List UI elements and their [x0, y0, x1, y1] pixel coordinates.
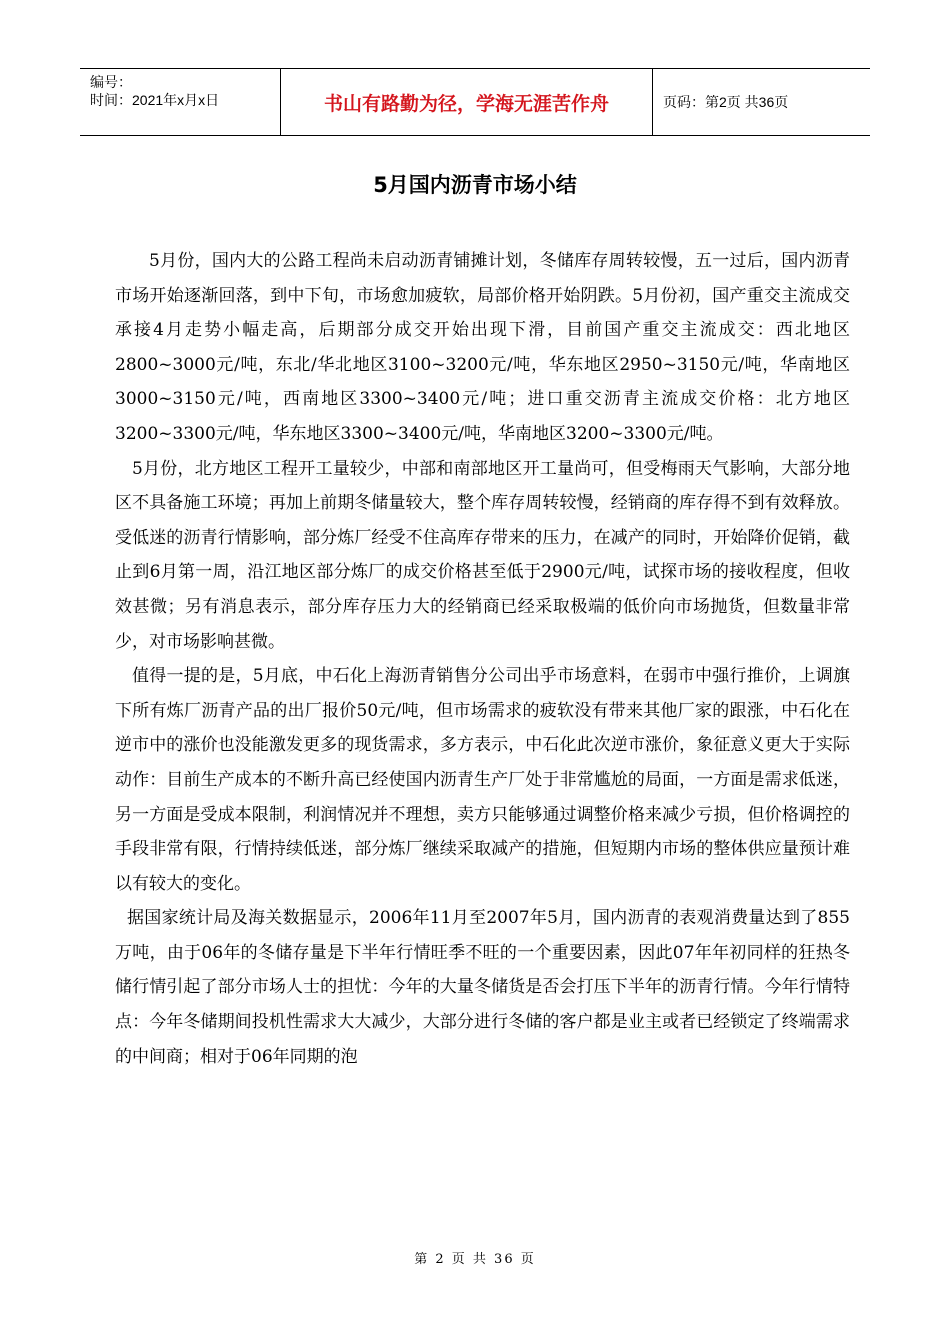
- paragraph: 5月份，国内大的公路工程尚未启动沥青铺摊计划，冬储库存周转较慢，五一过后，国内沥青市场开始逐渐回落，到中下旬，市场愈加疲软，局部价格开始阴跌。5月份初，国产重交主流成交承接4月走势小幅走高，后期部分成交开始出现下滑，目前国产重交主流成交：西北地区2800~3000元/吨，东北/华北地区3100~3200元/吨，华东地区2950~3150元/吨，华南地区3000~3150元/吨，西南地区3300~3400元/吨；进口重交沥青主流成交价格：北方地区3200~3300元/吨，华东地区3300~3400元/吨，华南地区3200~3300元/吨。: [115, 251, 850, 444]
- paragraph: 据国家统计局及海关数据显示，2006年11月至2007年5月，国内沥青的表观消费量达到了855万吨，由于06年的冬储存量是下半年行情旺季不旺的一个重要因素，因此07年年初同样的狂热冬储行情引起了部分市场人士的担忧：今年的大量冬储货是否会打压下半年的沥青行情。今年行情特点：今年冬储期间投机性需求大大减少，大部分进行冬储的客户都是业主或者已经锁定了终端需求的中间商；相对于06年同期的泡: [115, 908, 850, 1067]
- page-footer-number: 第 2 页 共 36 页: [414, 1252, 536, 1267]
- header-meta-cell: [80, 69, 281, 135]
- paragraph: 5月份，北方地区工程开工量较少，中部和南部地区开工量尚可，但受梅雨天气影响，大部分地区不具备施工环境；再加上前期冬储量较大，整个库存周转较慢，经销商的库存得不到有效释放。受低迷的沥青行情影响，部分炼厂经受不住高库存带来的压力，在减产的同时，开始降价促销，截止到6月第一周，沿江地区部分炼厂的成交价格甚至低于2900元/吨，试探市场的接收程度，但收效甚微；另有消息表示，部分库存压力大的经销商已经采取极端的低价向市场抛货，但数量非常少，对市场影响甚微。: [115, 458, 850, 652]
- document-body: [115, 244, 850, 1074]
- paragraph: 值得一提的是，5月底，中石化上海沥青销售分公司出乎市场意料，在弱市中强行推价，上调旗下所有炼厂沥青产品的出厂报价50元/吨，但市场需求的疲软没有带来其他厂家的跟涨，中石化在逆市中的涨价也没能激发更多的现货需求，多方表示，中石化此次逆市涨价，象征意义更大于实际动作：目前生产成本的不断升高已经使国内沥青生产厂处于非常尴尬的局面，一方面是需求低迷，另一方面是受成本限制，利润情况并不理想，卖方只能够通过调整价格来减少亏损，但价格调控的手段非常有限，行情持续低迷，部分炼厂继续采取减产的措施，但短期内市场的整体供应量预计难以有较大的变化。: [115, 666, 850, 894]
- page-header: [80, 68, 870, 136]
- header-page-info: 页码：第2页 共36页: [663, 94, 789, 110]
- serial-number-label: 编号：: [90, 74, 132, 90]
- header-motto: 书山有路勤为径，学海无涯苦作舟: [281, 69, 653, 135]
- date-line: 时间：2021年x月x日: [90, 92, 220, 108]
- document-title: 5月国内沥青市场小结: [373, 173, 577, 197]
